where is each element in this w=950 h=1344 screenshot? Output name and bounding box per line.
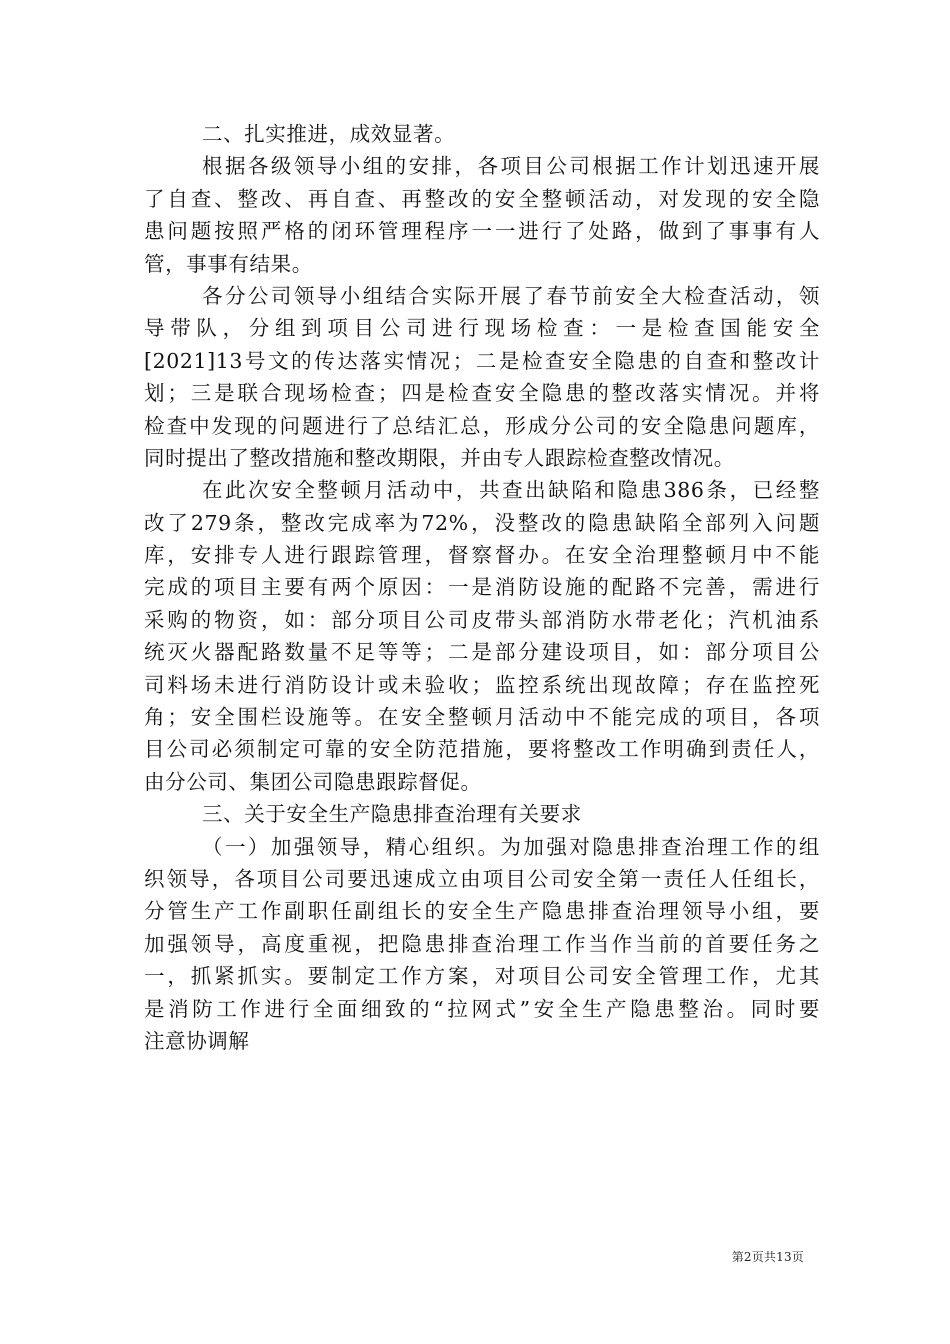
body-text-line: （一）加强领导，精心组织。为加强对隐患排查治理工作的组 [202, 834, 820, 859]
body-text-line: 完成的项目主要有两个原因：一是消防设施的配路不完善，需进行 [144, 575, 820, 600]
body-text-line: 根据各级领导小组的安排，各项目公司根据工作计划迅速开展 [202, 154, 820, 179]
body-text-line: 患问题按照严格的闭环管理程序一一进行了处路，做到了事事有人 [144, 219, 820, 244]
document-body [144, 118, 820, 1057]
body-text-line: 采购的物资，如：部分项目公司皮带头部消防水带老化；汽机油系 [144, 607, 820, 632]
body-text-line: 三、关于安全生产隐患排查治理有关要求 [202, 802, 582, 827]
body-text-line: 是消防工作进行全面细致的“拉网式”安全生产隐患整治。同时要 [144, 996, 820, 1021]
body-text-line: 划；三是联合现场检查；四是检查安全隐患的整改落实情况。并将 [144, 381, 820, 406]
body-text-line: 了自查、整改、再自查、再整改的安全整顿活动，对发现的安全隐 [144, 186, 820, 211]
body-text-line: 角；安全围栏设施等。在安全整顿月活动中不能完成的项目，各项 [144, 705, 820, 730]
body-text-line: 目公司必须制定可靠的安全防范措施，要将整改工作明确到责任人， [144, 737, 820, 762]
body-text-line: 各分公司领导小组结合实际开展了春节前安全大检查活动，领 [202, 283, 820, 308]
body-text-line: 导带队，分组到项目公司进行现场检查：一是检查国能安全 [144, 316, 820, 341]
body-text-line: 同时提出了整改措施和整改期限，并由专人跟踪检查整改情况。 [144, 445, 735, 470]
body-text-line: 库，安排专人进行跟踪管理，督察督办。在安全治理整顿月中不能 [144, 543, 820, 568]
body-text-line: 由分公司、集团公司隐患跟踪督促。 [144, 769, 482, 794]
body-text-line: 注意协调解 [144, 1028, 250, 1053]
body-text-line: [2021]13号文的传达落实情况；二是检查安全隐患的自查和整改计 [144, 348, 820, 373]
body-text-line: 在此次安全整顿月活动中，共查出缺陷和隐患386条，已经整 [202, 478, 820, 503]
body-text-line: 管，事事有结果。 [144, 251, 313, 276]
page-footer: 第2页共13页 [731, 1250, 804, 1264]
body-text-line: 司料场未进行消防设计或未验收；监控系统出现故障；存在监控死 [144, 672, 820, 697]
body-text-line: 一，抓紧抓实。要制定工作方案，对项目公司安全管理工作，尤其 [144, 964, 820, 989]
body-text-line: 改了279条，整改完成率为72%，没整改的隐患缺陷全部列入问题 [144, 510, 820, 535]
body-text-line: 二、扎实推进，成效显著。 [202, 122, 456, 146]
body-text-line: 织领导，各项目公司要迅速成立由项目公司安全第一责任人任组长， [144, 866, 820, 891]
body-text-line: 统灭火器配路数量不足等等；二是部分建设项目，如：部分项目公 [144, 640, 820, 665]
body-text-line: 分管生产工作副职任副组长的安全生产隐患排查治理领导小组，要 [144, 899, 820, 924]
body-text-line: 加强领导，高度重视，把隐患排查治理工作当作当前的首要任务之 [144, 931, 820, 956]
body-text-line: 检查中发现的问题进行了总结汇总，形成分公司的安全隐患问题库， [144, 413, 820, 438]
